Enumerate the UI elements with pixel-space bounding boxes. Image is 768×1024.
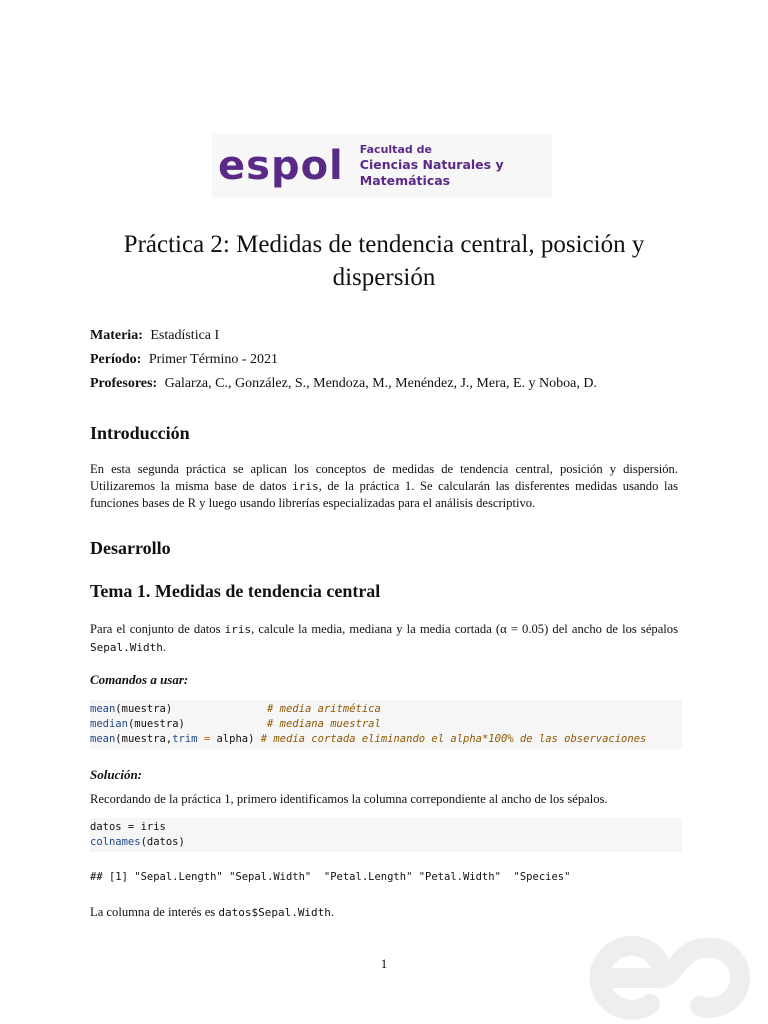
tema1-code-sepal: Sepal.Width [90, 640, 163, 654]
meta-materia [90, 328, 219, 344]
periodo-label: Período: [90, 352, 142, 367]
periodo-value: Primer Término - 2021 [148, 352, 279, 367]
materia-label: Materia: [90, 328, 143, 343]
comandos-label: Comandos a usar: [90, 672, 189, 687]
code-line: mean(muestra) # media aritmética [90, 703, 381, 715]
intro-paragraph [90, 461, 678, 512]
desarrollo-heading: Desarrollo [90, 538, 171, 558]
closing-code: datos$Sepal.Width [218, 906, 331, 919]
logo-line-1: Facultad de [359, 142, 432, 156]
solucion-label: Solución: [90, 767, 143, 782]
closing-paragraph [90, 904, 678, 922]
logo-wordmark: espol [218, 143, 344, 189]
r-output-colnames: ## [1] "Sepal.Length" "Sepal.Width" "Petal.Length" "Petal.Width" "Species" [90, 871, 571, 883]
meta-profesores [90, 376, 597, 392]
closing-text: La columna de interés es [90, 905, 219, 919]
tema1-paragraph [90, 621, 678, 656]
meta-periodo [90, 352, 278, 368]
logo-line-2: Ciencias Naturales y Matemáticas [359, 156, 504, 189]
espol-watermark-icon [588, 926, 758, 1024]
code-line: colnames(datos) [90, 836, 185, 848]
code-line: mean(muestra,trim = alpha) # media cortada eliminando el alpha*100% de las observaciones [90, 733, 647, 745]
tema1-code-iris: iris [224, 623, 252, 636]
espol-logo [212, 134, 552, 198]
profesores-value: Galarza, C., González, S., Mendoza, M., Menéndez, J., Mera, E. y Noboa, D. [164, 376, 597, 391]
code-line: datos = iris [90, 821, 166, 833]
code-block-commands [90, 700, 682, 749]
code-line: median(muestra) # mediana muestral [90, 718, 381, 730]
logo-faculty-text [360, 143, 552, 190]
profesores-label: Profesores: [90, 376, 158, 391]
intro-inline-code: iris [292, 479, 319, 493]
tema1-text-b: , calcule la media, mediana y la media cortada (α = 0.05) del ancho de los sépalos [251, 622, 678, 636]
page-number: 1 [380, 956, 388, 971]
tema1-text-a: Para el conjunto de datos [90, 622, 225, 636]
document-title: Práctica 2: Medidas de tendencia central, posición y dispersión [123, 231, 645, 291]
intro-text-2: , de la práctica 1. Se calcularán las disferentes medidas usando las funciones bases de R y luego usando librerías especializadas para el análisis descriptivo. [90, 478, 678, 510]
intro-text-1: En esta segunda práctica se aplican los conceptos de medidas de tendencia central, posición y dispersión. Utilizaremos la misma base de datos [90, 462, 678, 493]
closing-end: . [330, 905, 335, 919]
tema1-text-c: . [162, 639, 167, 654]
intro-heading: Introducción [90, 423, 190, 443]
tema1-heading: Tema 1. Medidas de tendencia central [90, 581, 381, 601]
code-block-datos [90, 818, 682, 852]
materia-value: Estadística I [150, 328, 220, 343]
solucion-paragraph: Recordando de la práctica 1, primero identificamos la columna correpondiente al ancho de los sépalos. [90, 792, 608, 806]
